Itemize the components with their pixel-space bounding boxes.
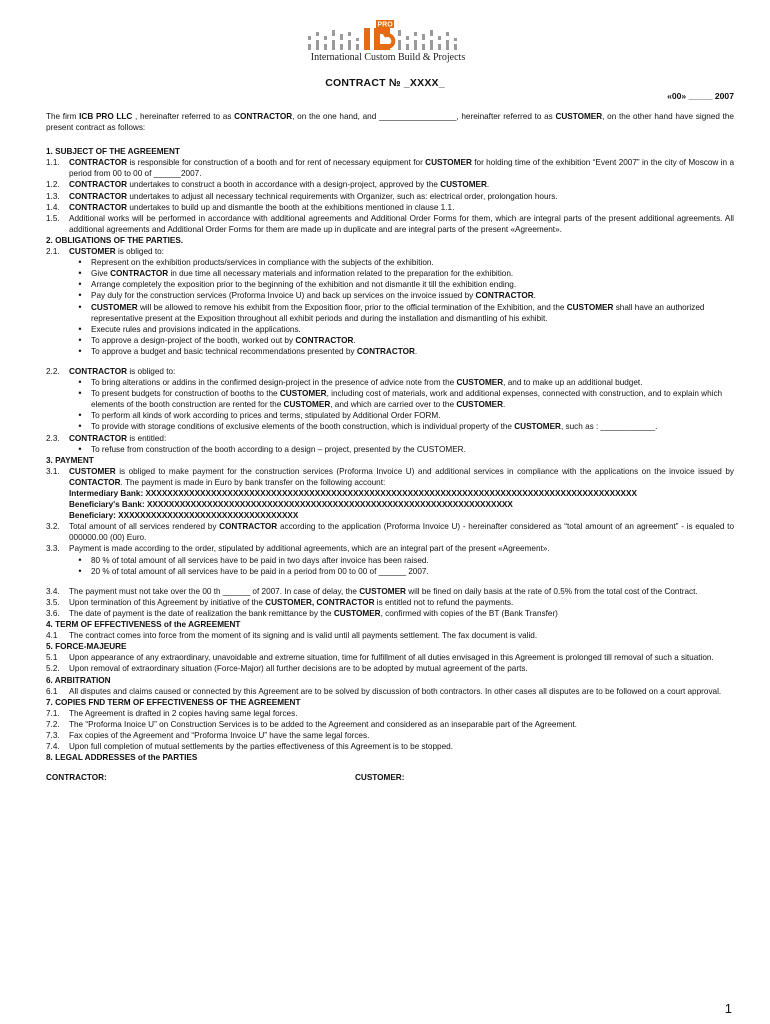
contract-body [46,111,734,783]
beneficiary: Beneficiary: XXXXXXXXXXXXXXXXXXXXXXXXXXXXXXXXX [69,511,299,521]
list-item: • To approve a budget and basic technical recommendations presented by CONTRACTOR. [78,345,418,356]
clause-7-3: 7.3. Fax copies of the Agreement and “Proforma Invoice U” have the same legal forces. [46,730,370,740]
section-heading: 6. ARBITRATION [46,675,111,685]
clause-3-6: 3.6. The date of payment is the date of realization the bank remittance by the CUSTOMER, confirmed with copies of the BT (Bank Transfer) [46,608,558,618]
clause-1-2: 1.2. CONTRACTOR undertakes to construct a booth in accordance with a design-project, approved by the CUSTOMER. [46,180,490,190]
list-item: • To refuse from construction of the booth according to a design – project, presented by the CUSTOMER. [78,443,466,454]
contract-title: CONTRACT № _XXXX_ [325,77,445,89]
list-item: • To bring alterations or addins in the confirmed design-project in the presence of advice note from the CUSTOMER, and to make up an additional budget. [78,377,643,388]
bank-intermediary: Intermediary Bank: XXXXXXXXXXXXXXXXXXXXXXXXXXXXXXXXXXXXXXXXXXXXXXXXXXXXXXXXXXXXXXXXXXXXXXXXXXXXXXXXXXXXXXXXXX [69,489,637,498]
section-heading: 7. COPIES FND TERM OF EFFECTIVENESS OF THE AGREEMENT [46,697,301,707]
logo-mark-text: PRO [377,21,393,29]
section-heading: 2. OBLIGATIONS OF THE PARTIES. [46,235,184,245]
section-heading: 1. SUBJECT OF THE AGREEMENT [46,147,180,157]
clause-1-4: 1.4. CONTRACTOR undertakes to build up and dismantle the booth at the exhibitions mentioned in clause 1.1. [46,202,455,212]
clause-5-1: 5.1 Upon appearance of any extraordinary, unavoidable and extreme situation, time for fulfillment of all duties envisaged in this Agreement is prolonged till removal of such a situation. [46,653,714,663]
clause-1-3: 1.3. CONTRACTOR undertakes to adjust all necessary technical requirements with Organizer, such as: electrical order, prolongation hours. [46,191,558,201]
list-item: • To perform all kinds of work according to prices and terms, stipulated by Additional Order FORM. [78,410,441,421]
list-item: • CUSTOMER will be allowed to remove his exhibit from the Exposition floor, prior to the official termination of the Exhibition, and the CUSTOMER shall have an authorized representative present at the Exposition throughout all exhibit periods and during the installation and dismantling of his exhibit. [78,301,705,323]
list-item: • Pay duly for the construction services (Proforma Invoice U) and back up services on the invoice issued by CONTRACTOR. [78,290,536,301]
intro-paragraph: The firm ICB PRO LLC , hereinafter referred to as CONTRACTOR, on the one hand, and _________________, hereinafter referred to as CUSTOMER, on the other hand have signed the present contract as follows: [46,112,734,133]
logo-caption: International Custom Build & Projects [310,52,466,63]
clause-7-4: 7.4. Upon full completion of mutual settlements by the parties effectiveness of this Agreement is to be stopped. [46,742,453,752]
list-item: • Give CONTRACTOR in due time all necessary materials and information related to the preparation for the exhibition. [78,268,514,279]
clause-2-3: 2.3. CONTRACTOR is entitled: [46,433,167,443]
list-item: • 20 % of total amount of all services have to be paid in a period from 00 to 00 of ______ 2007. [78,565,429,576]
clause-3-4: 3.4. The payment must not take over the 00 th ______ of 2007. In case of delay, the CUSTOMER will be fined on daily basis at the rate of 0.5% from the total cost of the Contract. [46,586,698,596]
section-heading: 5. FORCE-MAJEURE [46,642,127,652]
bank-beneficiary: Beneficiary's Bank: XXXXXXXXXXXXXXXXXXXXXXXXXXXXXXXXXXXXXXXXXXXXXXXXXXXXXXXXXXXXXXXXXXX [69,500,513,510]
list-item: • Arrange completely the exposition prior to the beginning of the exhibition and not dismantle it till the exhibition ending. [78,279,517,290]
clause-7-1: 7.1. The Agreement is drafted in 2 copies having same legal forces. [46,708,298,718]
list-item: • 80 % of total amount of all services have to be paid in two days after invoice has been raised. [78,554,429,565]
list-item: • To approve a design-project of the booth, worked out by CONTRACTOR. [78,334,356,345]
clause-1-1: 1.1. CONTRACTOR is responsible for construction of a booth and for rent of necessary equipment for CUSTOMER for holding time of the exhibition “Event 2007” in the city of Moscow in a period from 00 to 00 of ______2007. [46,158,734,179]
page-number: 1 [724,1001,732,1016]
list-item: • Represent on the exhibition products/services in compliance with the subjects of the exhibition. [78,257,434,268]
section-heading: 4. TERM OF EFFECTIVENESS of the AGREEMENT [46,620,241,630]
clause-2-1: 2.1. CUSTOMER is obliged to: [46,247,164,257]
clause-5-2: 5.2. Upon removal of extraordinary situation (Force-Major) all further decisions are to be adopted by mutual agreement of the parts. [46,664,528,674]
clause-3-2: 3.2. Total amount of all services rendered by CONTRACTOR according to the application (Proforma Invoice U) - hereinafter considered as “total amount of an agreement” - is equaled to 000000.00 (00) Euro. [46,522,734,543]
clause-4-1: 4.1 The contract comes into force from the moment of its signing and is valid until all payments settlement. The fax document is valid. [46,631,538,641]
list-item: • To provide with storage conditions of exclusive elements of the booth construction, which is individual property of the CUSTOMER, such as : ____________. [78,421,658,432]
clause-3-3: 3.3. Payment is made according to the order, stipulated by additional agreements, which are an integral part of the present «Agreement». [46,544,550,554]
clause-1-5: 1.5. Additional works will be performed in accordance with additional agreements and Additional Order Forms for them, which are integral parts of the present additional agreements. All additional agreements and Additional Order Forms for them are made up in duplicate and are integral parts of the present «Agreement». [46,213,734,234]
clause-2-2: 2.2. CONTRACTOR is obliged to: [46,366,176,376]
contractor-label: CONTRACTOR: [46,773,107,783]
section-heading: 3. PAYMENT [46,455,94,465]
clause-3-1: 3.1. CUSTOMER is obliged to make payment for the construction services (Proforma Invoice U) and additional services in compliance with the applications on the invoice issued by CONTACTOR. The payment is made in Euro by bank transfer on the following account: [46,466,734,487]
signature-row [46,772,734,783]
customer-label: CUSTOMER: [355,773,405,783]
clause-6-1: 6.1 All disputes and claims caused or connected by this Agreement are to be solved by discussion of both contractors. In other cases all disputes are to be followed on a court approval. [46,686,722,696]
clause-3-5: 3.5. Upon termination of this Agreement by initiative of the CUSTOMER, CONTRACTOR is entitled not to refund the payments. [46,597,514,607]
list-item: • Execute rules and provisions indicated in the applications. [78,323,301,334]
contract-date: «00» _____ 2007 [667,91,734,101]
clause-7-2: 7.2. The “Proforma Inoice U” on Construction Services is to be added to the Agreement and considered as an inseparable part of the Agreement. [46,719,577,729]
list-item: • To present budgets for construction of booths to the CUSTOMER, including cost of materials, work and additional expenses, connected with construction, and to explain which elements of the booth construction are rented for the CUSTOMER, and which are carried over to the CUSTOMER. [78,388,723,410]
section-heading: 8. LEGAL ADDRESSES of the PARTIES [46,753,198,763]
